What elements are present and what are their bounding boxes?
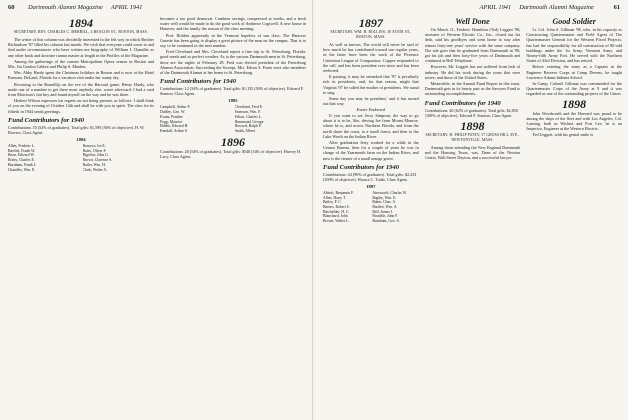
article-paragraph: Ted Leggett, with his genial smile is bbox=[532, 132, 594, 138]
contributor-name: Bean, Edward W. bbox=[8, 153, 35, 158]
contributor-name: Bagley, Wm. E. bbox=[372, 195, 397, 200]
contributor-name: Burnham, Geo. S. bbox=[372, 219, 400, 224]
article-paragraph: Fred Cleveland and Mrs. Cleveland report a fine trip to St. Petersburg, Florida, good meals and so perfect weather. As to the various Dartmouth men in St. Petersburg, these are the nights of February 28. Fred was elected president of the Petersburg Alumni Association. Succeeding the Sweeps, Mrs. Edson S. Foote were also members of the Dartmouth Alumni at her home in St. Petersburg. bbox=[160, 49, 306, 76]
class-year-heading: 1898 bbox=[562, 96, 587, 111]
article-paragraph: It passing, it may be remarked that '97 is peculiarly rich in presidents, and, for that reason, might that Virginia '97 be called the mother of presidents. We stand to sing. bbox=[323, 74, 419, 95]
contributor-name: Hobbs, Edward H. bbox=[160, 124, 189, 129]
right-column-1 bbox=[323, 16, 419, 418]
contributor-name: Campbell, Arthur F. bbox=[160, 105, 191, 110]
right-column-2 bbox=[425, 16, 521, 418]
contributor-name: Bartlett, Frank W. bbox=[8, 148, 36, 153]
fund-year: 1897 bbox=[366, 183, 376, 189]
fund-summary: Contributions: 12 (34% of graduates). Total gifts: $1,155 (50% of objective). Edward F. Stanton, Class Agent. bbox=[160, 86, 304, 97]
contributor-name: Boutelle, John F. bbox=[372, 214, 398, 219]
running-head-right bbox=[323, 4, 620, 14]
fund-year: 1894 bbox=[76, 137, 86, 143]
contributor-name: Bartlett, Wm. A. bbox=[372, 205, 398, 210]
contributor-name: Bigelow, John G. bbox=[82, 153, 109, 158]
fund-contributors-heading: Fund Contributors for 1940 bbox=[8, 116, 85, 124]
contributor-name: Allen, Frederic L. bbox=[8, 144, 36, 149]
article-paragraph: If you want to see Jerry Simpson, the way to go about it is to be, like, driving Joe from Mount Monroe, where he is, and across Northern Florida, and from the north shore the coast, to a small forest, and then to the Lake Worth on the Indian River. bbox=[323, 112, 419, 139]
article-paragraph: Before entering the army as a Captain in the Engineer Reserve Corps at Camp Devens, he taught Lawrence Adams Indiana School. bbox=[526, 64, 623, 80]
right-page bbox=[315, 0, 628, 420]
article-paragraph: Among the gatherings of the current Metropolitan Opera season in Boston and Mrs. Jin Gordon Cabbot and Philip S. Marden. bbox=[8, 58, 154, 70]
article-paragraph: After graduation Jerry worked for a while in the Census Bureau, then for a couple of years he was in charge of the Yaarmouth farm on the Indian River, and now is the farmer of a small orange grove. bbox=[323, 139, 419, 161]
article-heading: Good Soldier bbox=[552, 17, 596, 26]
left-columns bbox=[8, 16, 306, 418]
article-paragraph: The writer of this column was decidedly interested in the felt way in which Brother Richardson '87 filled his column last month. We wish that everyone could come to and find under circumstances who have written me biography of William I. Chandler as any other book and doctrine cannot master at length in the Profiles of the Magazine. bbox=[8, 37, 154, 58]
contributor-name: Bell, James J. bbox=[372, 209, 394, 214]
contributor-name: Hammond, George bbox=[234, 119, 264, 124]
issue-date: APRIL 1941 bbox=[110, 4, 143, 11]
fund-contributors-heading: Fund Contributors for 1940 bbox=[160, 78, 237, 86]
fund-summary: Contributions: 55 (54% of graduates). Total gifts: $1,590 (56% of objective). H. W. Bowers, Class Agent. bbox=[8, 124, 145, 135]
contributor-name: Dudley, Geo. W. bbox=[160, 110, 186, 115]
article-paragraph: However, Mr. Leggett has not suffered from lack of industry. He did his work during the years that were active, and those of the United States. bbox=[424, 64, 521, 80]
class-year-heading: 1898 bbox=[460, 118, 485, 133]
article-paragraph: Herbert Wilson expresses his regrets on not being present, as follows: I shall think of you on the evening of October 14th and shall be with you in spirit. The class for its fiftieth in 1944 sends greetings. bbox=[8, 98, 154, 114]
contributor-name: Bailey, F. C. bbox=[323, 200, 342, 205]
class-secretary: SECRETARY, REV. CHARLES C. MERRILL, 4 BEACON ST., BOSTON, MASS. bbox=[14, 30, 148, 34]
article-paragraph: In Camp, Colonel Gillman was commended for the Quartermaster Corps of the Army at 9 and it was regarded as one of the outstanding projects of the Union. bbox=[526, 81, 623, 97]
left-page bbox=[0, 0, 313, 420]
fund-contributors-heading: Fund Contributors for 1940 bbox=[424, 99, 501, 107]
contributor-name: Barnes, Robert S. bbox=[323, 205, 350, 210]
contributor-name: Allen, Harry T. bbox=[323, 195, 347, 200]
contributor-name: Blanchard, John bbox=[323, 214, 348, 219]
class-year-heading: 1897 bbox=[358, 16, 383, 30]
running-head-left bbox=[8, 4, 304, 14]
fund-year: 1895 bbox=[228, 98, 238, 104]
contributor-name: Evans, Pember bbox=[160, 114, 183, 119]
publication-title: Dartmouth Alumni Magazine bbox=[519, 4, 594, 11]
contributor-list bbox=[323, 191, 419, 224]
article-paragraph: Prof. Hobbes apparently in the Vermont hopeless of sun class. The Hanover Gazette has been going to display a great picture of the man on the campus. That is to say, to be continued in the next number. bbox=[160, 32, 306, 49]
page-number: 60 bbox=[8, 4, 15, 11]
contributor-name: Smith, Albert bbox=[234, 128, 255, 133]
class-year-heading: 1894 bbox=[69, 16, 93, 30]
contributor-name: Fogg, Maurice bbox=[160, 119, 183, 124]
article-paragraph: John Woodworth and the Harvard was proud to be among the ships of the fleet and with Los Angeles, Col. Lansing, both in Wichita and Fort Lee, he is an Inspector, Engineer at the Western Electric. bbox=[526, 110, 623, 132]
contributor-list bbox=[8, 144, 154, 172]
fund-summary: Contributions: 44 (90% of graduates). Total gifts: $2,233 (100% of objective). Horace C. Tuttle, Class Agent. bbox=[323, 171, 417, 182]
contributor-name: Bixby, Charles E. bbox=[8, 158, 35, 163]
contributor-name: Brown, Walter L. bbox=[323, 219, 350, 224]
class-secretary: SECRETARY, WM. H. ROLLINS, 30 STATE ST., BOSTON, MASS. bbox=[330, 30, 412, 39]
article-paragraph: Among those attending the New England Dartmouth and the Housing Texas, was, Dean of the Newton Center, Wall Street Dayton, and a successful lawyer. bbox=[424, 144, 521, 161]
contributor-name: Batchelder, H. C. bbox=[323, 209, 350, 214]
article-paragraph: Lt. Col. John S. Gillman '98, who, in his capacity as Constructing Quartermaster and Field Agent of The Quartermaster General for the Western Fixed Projects, has had the responsibility for all construction of 80-odd buildings under the 1st Army, Vermont Army, and Ninety-fifth Army Fort. He served with the Northern States of 43rd Division, and has retired. bbox=[526, 27, 623, 64]
right-columns bbox=[323, 16, 622, 418]
contributor-name: Butler, Wm. H. bbox=[82, 162, 106, 167]
contributor-name: Burnham, Frank J. bbox=[8, 162, 37, 167]
left-column-2 bbox=[160, 16, 306, 418]
article-paragraph: Recurring to the RoundUp on the eve of the Harvard game, Henry Hardy, who made one of a number to get there most anybody else, wrote afterward: I had a card from Morrison's fair boy and found myself on the way and he was there. bbox=[8, 81, 154, 98]
fund-contributors-heading: Fund Contributors for 1940 bbox=[323, 163, 400, 171]
article-heading: Well Done bbox=[455, 17, 490, 26]
publication-title: Dartmouth Alumni Magazine bbox=[28, 4, 103, 11]
contributor-list bbox=[160, 105, 306, 133]
page-number: 61 bbox=[613, 4, 620, 11]
issue-date: APRIL 1941 bbox=[479, 4, 512, 11]
contributor-name: Baker, Chas. A. bbox=[372, 200, 397, 205]
article-paragraph: On March 11, Frederic Hamilton (Ted) Leggett '98, treasurer of Western Electric Co., Inc., closed out his desk, said his goodbyes and went home to stay after almost forty-one years' service with the same company. The tale goes that he graduated from Dartmouth in '98, got his job and then forty-five years of Dartmouth and continued at Bell Telephone. bbox=[424, 27, 521, 64]
contributor-name: Emerson, Wm. F. bbox=[234, 110, 262, 115]
section-subheading: Exeter Endorsed bbox=[356, 107, 386, 113]
contributor-name: Howard, Ralph P. bbox=[234, 124, 262, 129]
contributor-name: Ainsworth, Charles W. bbox=[372, 190, 407, 195]
right-column-3 bbox=[526, 16, 622, 418]
article-paragraph: Mrs. Abby Hardy spent the Christmas holidays in Boston and is now at the Hotel Pomona, DeLand, Florida for a vacation visit under her sunny sky. bbox=[8, 70, 154, 81]
fund-summary: Contributions: 40 (62% of graduates). Total gifts: $2,850 (100% of objective). Edward F. Stanton, Class Agent. bbox=[424, 107, 518, 118]
article-paragraph: Meanwhile, in the Annual Fund Report in this issue, Dartmouth gets in its hearty part as the Sawyers Fund to surrounding accomplishments. bbox=[424, 81, 521, 97]
left-column-1 bbox=[8, 16, 154, 418]
contributor-name: Felton, Charles L. bbox=[234, 114, 262, 119]
contributor-name: Abbott, Benjamin F. bbox=[323, 190, 354, 195]
contributor-name: Bates, Oliver F. bbox=[82, 148, 107, 153]
contributor-name: Barrows, Ira E. bbox=[82, 144, 106, 149]
contributor-name: Clark, Walter A. bbox=[82, 167, 108, 172]
contributor-name: Chandler, Wm. E. bbox=[8, 167, 36, 172]
article-paragraph: As well as known, The world will never be said of how much he has contributed toward our regular years, as the latter have been the work of the Florence Crittenton League of Compassion. Coppee responded to the call, and has been president ever since and has been reelected. bbox=[323, 42, 419, 74]
class-secretary: SECRETARY, H. PHILIP PATEY, 57 GROSS HILL AVE., NEWTONVILLE, MASS. bbox=[425, 132, 520, 142]
contributor-name: Brown, Clarence S. bbox=[82, 158, 113, 163]
article-paragraph: becomes a too good democrat. Combine savings, compressed at weeks, and a fresh water well would be made to do the good work of Ambrose Cogswell. A new house in Hanover, and the family the season of the class meeting. bbox=[160, 16, 306, 32]
fund-summary: Contributions: 20 (54% of graduates). Total gifts: $548 (54% of objective). Harvey H. Lucy, Class Agent. bbox=[160, 148, 301, 159]
class-year-heading: 1896 bbox=[221, 134, 245, 149]
contributor-name: Cleveland, Fred E. bbox=[234, 105, 263, 110]
contributor-name: Kendall, Arthur S. bbox=[160, 128, 188, 133]
article-paragraph: Some day you may be president,' and it has turned out that way. bbox=[323, 96, 419, 107]
